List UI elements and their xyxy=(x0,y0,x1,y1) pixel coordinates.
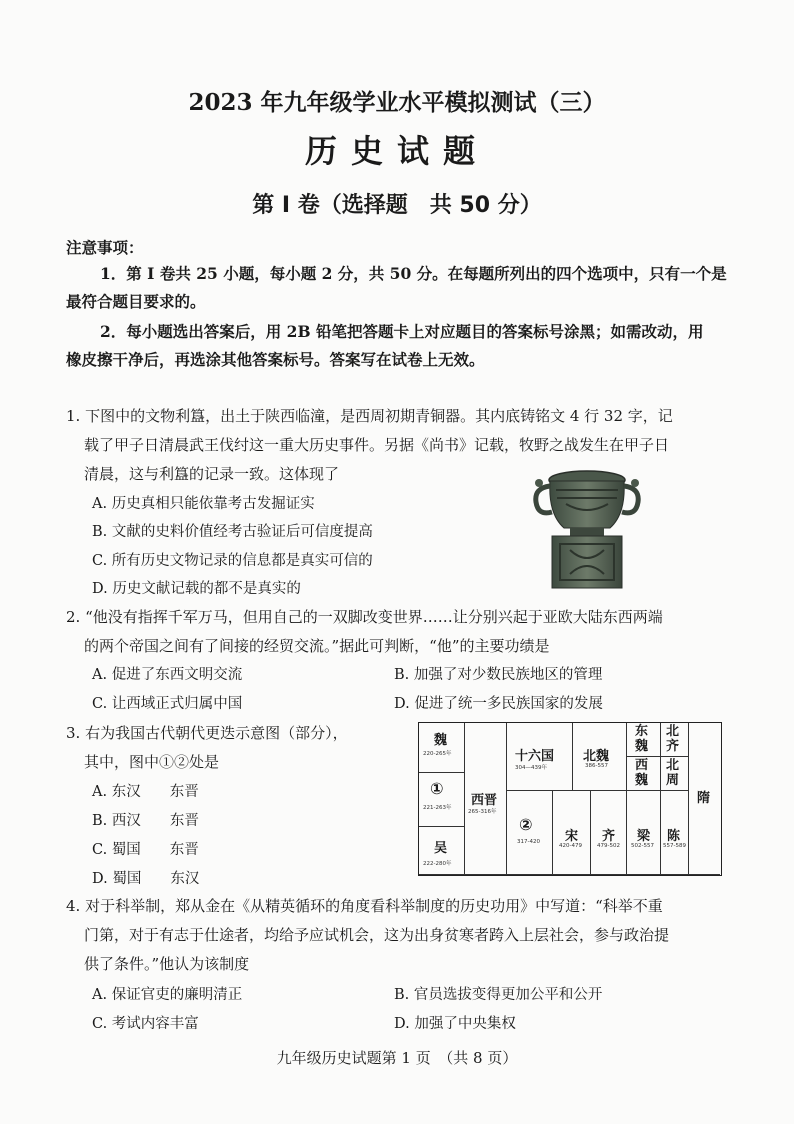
section-title: 第 Ⅰ 卷（选择题 共 50 分） xyxy=(252,193,542,218)
option-d: D. 加强了中央集权 xyxy=(394,1016,516,1032)
chart-cell-blank-1: ① 221-263年 xyxy=(419,773,465,827)
option-b: B. 文献的史料价值经考古验证后可信度提高 xyxy=(92,524,373,540)
question-text: 的两个帝国之间有了间接的经贸交流。”据此可判断，“他”的主要功绩是 xyxy=(84,637,550,655)
option-a: A. 促进了东西文明交流 xyxy=(92,667,243,683)
chart-cell-liang: 梁 502-557 xyxy=(627,791,661,875)
question-text: 4. 对于科举制，郑从金在《从精英循环的角度看科举制度的历史功用》中写道：“科举不重 xyxy=(66,897,663,915)
question-text: 1. 下图中的文物利簋，出土于陕西临潼，是西周初期青铜器。其内底铸铭文 4 行 32 字，记 xyxy=(66,407,673,425)
chart-cell-beiwei: 北魏 386-557 xyxy=(573,723,627,791)
notice-line: 1．第 Ⅰ 卷共 25 小题，每小题 2 分，共 50 分。在每题所列出的四个选项中，只有一个是 xyxy=(100,264,727,283)
question-text: 清晨，这与利簋的记录一致。这体现了 xyxy=(84,465,340,483)
option-a: A. 保证官吏的廉明清正 xyxy=(92,987,243,1003)
question-text: 载了甲子日清晨武王伐纣这一重大历史事件。另据《尚书》记载，牧野之战发生在甲子日 xyxy=(84,436,670,454)
option-d: D. 蜀国 东汉 xyxy=(92,871,200,887)
option-d: D. 促进了统一多民族国家的发展 xyxy=(394,696,603,712)
notice-title: 注意事项： xyxy=(66,238,144,257)
option-c: C. 蜀国 东晋 xyxy=(92,842,199,858)
bronze-gui-vessel-image xyxy=(530,466,645,591)
question-text: 2. “他没有指挥千军万马，但用自己的一双脚改变世界……让分别兴起于亚欧大陆东西两端 xyxy=(66,608,663,626)
option-c: C. 考试内容丰富 xyxy=(92,1016,199,1032)
question-text: 供了条件。”他认为该制度 xyxy=(84,955,250,973)
chart-cell-dongwei: 东魏 xyxy=(627,723,661,757)
chart-cell-beiqi: 北齐 xyxy=(661,723,689,757)
page-footer: 九年级历史试题第 1 页 （共 8 页） xyxy=(276,1049,518,1067)
option-a: A. 历史真相只能依靠考古发掘证实 xyxy=(92,496,315,512)
notice-line: 2．每小题选出答案后，用 2B 铅笔把答题卡上对应题目的答案标号涂黑；如需改动，用 xyxy=(100,322,704,341)
chart-cell-sixteen-kingdoms: 十六国 304—439年 xyxy=(507,723,573,791)
option-b: B. 加强了对少数民族地区的管理 xyxy=(394,667,603,683)
option-b: B. 西汉 东晋 xyxy=(92,813,199,829)
exam-header: 2023 年九年级学业水平模拟测试（三） xyxy=(188,89,606,116)
chart-cell-xiwei: 西魏 xyxy=(627,757,661,791)
option-d: D. 历史文献记载的都不是真实的 xyxy=(92,581,301,597)
option-c: C. 让西域正式归属中国 xyxy=(92,696,243,712)
notice-line: 橡皮擦干净后，再选涂其他答案标号。答案写在试卷上无效。 xyxy=(66,350,485,369)
chart-cell-blank-2: ② 317-420 xyxy=(507,791,553,875)
chart-cell-sui: 隋 xyxy=(689,723,720,875)
option-c: C. 所有历史文物记录的信息都是真实可信的 xyxy=(92,553,373,569)
option-a: A. 东汉 东晋 xyxy=(92,784,199,800)
question-text: 3. 右为我国古代朝代更迭示意图（部分）， xyxy=(66,724,348,742)
chart-cell-song: 宋 420-479 xyxy=(553,791,591,875)
dynasty-chart xyxy=(418,722,722,876)
option-b: B. 官员选拔变得更加公平和公开 xyxy=(394,987,603,1003)
chart-cell-xijin: 西晋 265-316年 xyxy=(465,723,507,875)
subject-title: 历史试题 xyxy=(304,132,489,170)
question-text: 门第，对于有志于仕途者，均给予应试机会，这为出身贫寒者跨入上层社会，参与政治提 xyxy=(84,926,670,944)
notice-line: 最符合题目要求的。 xyxy=(66,292,206,311)
chart-cell-wei: 魏 220-265年 xyxy=(419,723,465,773)
chart-cell-wu: 吴 222-280年 xyxy=(419,827,465,875)
chart-cell-qi: 齐 479-502 xyxy=(591,791,627,875)
question-text: 其中，图中①②处是 xyxy=(84,753,220,771)
chart-cell-chen: 陈 557-589 xyxy=(661,791,689,875)
chart-cell-beizhou: 北周 xyxy=(661,757,689,791)
